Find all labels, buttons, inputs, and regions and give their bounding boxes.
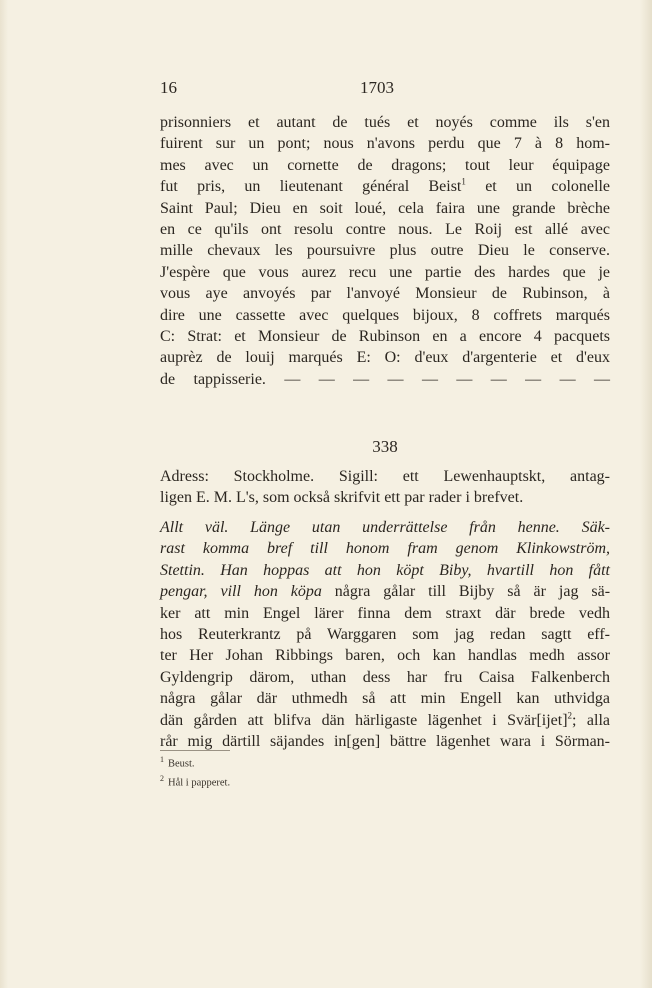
text-line: Gyldengrip därom, uthan dess har fru Caisa Falkenberch [160,668,610,686]
text-line: J'espère que vous aurez recu une partie des hardes que je [160,263,610,281]
text-line: mes avec un cornette de dragons; tout leur équipage [160,156,610,174]
text-line-with-footnote [160,710,610,731]
text-line: prisonniers et autant de tués et noyés comme ils s'en [160,114,610,131]
footnote-ref: 1 [461,176,466,187]
page-edge-right [640,0,652,988]
text-line: C: Strat: et Monsieur de Rubinson en a encore 4 pacquets [160,327,610,345]
text-segment: et un colonelle [485,178,611,196]
footnote-text: Beust. [168,758,195,770]
page-year: 1703 [360,78,394,97]
text-line: Saint Paul; Dieu en soit loué, cela faira une grande brèche [160,199,610,217]
text-line: rår mig därtill säjandes in[gen] bättre lägenhet wara i Sörman- [160,732,610,750]
french-letter-text [160,112,610,390]
text-line: hos Reuterkrantz på Warggaren som jag redan sagtt eff- [160,625,610,643]
text-line: fuirent sur un pont; nous n'avons perdu que 7 à 8 hom- [160,135,610,153]
text-line-mixed [160,581,610,602]
page-number: 16 [160,78,177,97]
text-line: dire une cassette avec quelques bijoux, 8 coffrets marqués [160,306,610,324]
footnote-number: 2 [160,773,164,783]
footnote-divider [160,750,230,751]
text-line: auprèz de louij marqués E: O: d'eux d'argenterie et d'eux [160,349,610,367]
text-segment: ; alla [572,711,610,729]
text-segment: dän gården att blifva dän härligaste lägenhet i Svär[ijet] [160,711,568,729]
summary-line: Stettin. Han hoppas att hon köpt Biby, hvartill hon fått [160,561,610,579]
text-line: mille chevaux les poursuivre plus outre Dieu le conserve. [160,242,610,260]
text-line: en ce qu'ils ont resolu contre nous. Le Roij est allé avec [160,220,610,238]
text-line: ligen E. M. L's, som också skrifvit ett par rader i brefvet. [160,489,524,507]
page-header [160,78,610,102]
text-line: ker att min Engel lärer finna dem straxt där brede vedh [160,604,610,622]
summary-segment: pengar, vill hon köpa [160,583,322,601]
page-edge-left [0,0,8,988]
text-segment: fut pris, un lieutenant général Beist [160,178,462,196]
footnote [160,753,460,772]
summary-line: rast komma bref till honom fram genom Klinkowström, [160,540,610,558]
letter-number: 338 [372,437,398,456]
text-line-with-footnote [160,176,610,197]
swedish-letter-text [160,517,610,752]
footnote-number: 1 [160,755,164,764]
address-note [160,466,610,509]
text-line: ter Her Johan Ribbings baren, och kan handlas medh assor [160,647,610,665]
text-line: de tappisserie. — — — — — — — — — — [160,370,610,388]
text-segment: några gålar till Bijby så är jag sä- [334,583,611,601]
footnotes [160,753,460,790]
footnote-ref: 2 [567,710,573,721]
footnote [160,772,460,791]
text-line: några gålar där uthmedh så att min Engell kan uthvidga [160,690,610,708]
footnote-text: Hål i papperet. [168,777,231,788]
summary-line: Allt väl. Länge utan underrättelse från henne. Säk- [160,519,610,536]
text-line: vous aye anvoyés par l'anvoyé Monsieur de Rubinson, à [160,285,610,303]
text-line: Adress: Stockholme. Sigill: ett Lewenhauptskt, antag- [160,468,610,485]
